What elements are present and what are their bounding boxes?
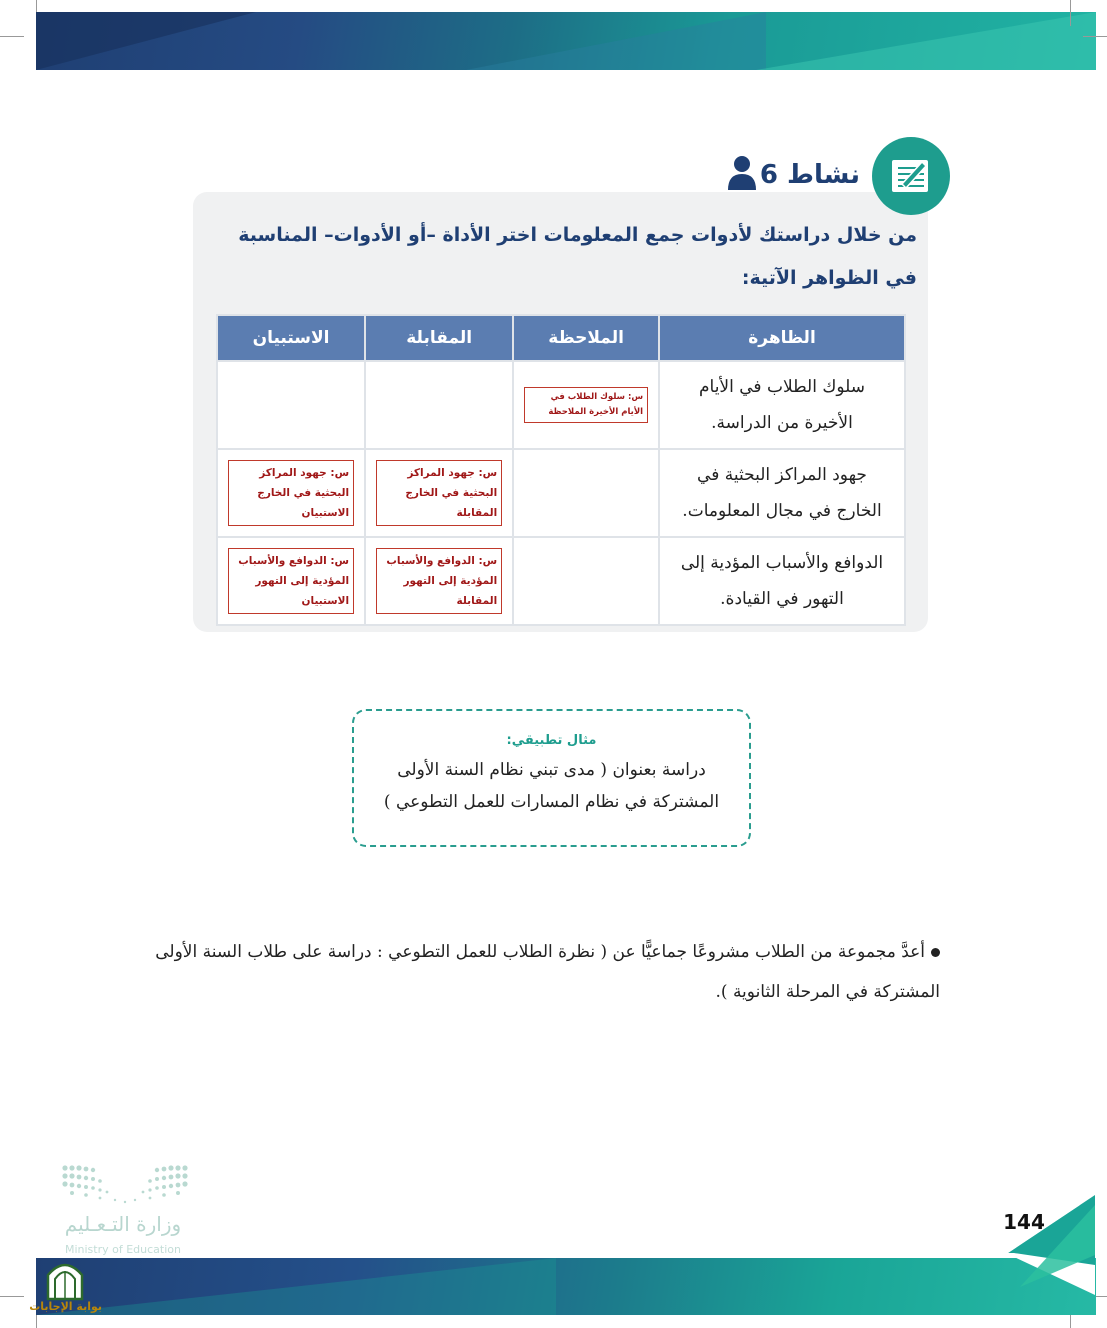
- observation-cell[interactable]: [513, 449, 659, 537]
- phenomenon-cell: سلوك الطلاب في الأيام الأخيرة من الدراسة.: [659, 361, 905, 449]
- answer-box: س: الدوافع والأسباب المؤدية إلى التهور الاستبيان: [228, 548, 354, 614]
- answer-box: س: الدوافع والأسباب المؤدية إلى التهور المقابلة: [376, 548, 502, 614]
- watermark-logo-icon: [44, 1257, 86, 1301]
- ministry-name-arabic: وزارة التـعـليم: [64, 1212, 182, 1236]
- ministry-logo-icon: [60, 1162, 190, 1208]
- questionnaire-cell[interactable]: [217, 361, 365, 449]
- header-interview: المقابلة: [365, 315, 513, 361]
- table-row: [217, 537, 905, 625]
- observation-cell[interactable]: [513, 537, 659, 625]
- bullet-icon: [931, 948, 940, 957]
- activity-question: من خلال دراستك لأدوات جمع المعلومات اختر الأداة –أو الأدوات– المناسبة في الظواهر الآتية:: [238, 224, 917, 289]
- bottom-banner: [36, 1258, 1096, 1315]
- person-icon: [727, 155, 757, 191]
- interview-cell[interactable]: [365, 449, 513, 537]
- observation-cell[interactable]: [513, 361, 659, 449]
- crop-mark: [1083, 36, 1107, 37]
- activity-badge: [872, 137, 950, 215]
- watermark-text: بوابة الإجابات: [29, 1300, 102, 1313]
- tools-table: [216, 314, 906, 626]
- example-box: [352, 709, 751, 847]
- table-row: [217, 361, 905, 449]
- task-paragraph: [150, 932, 940, 1012]
- answer-box: س: جهود المراكز البحثية في الخارج الاستبيان: [228, 460, 354, 526]
- header-observation: الملاحظة: [513, 315, 659, 361]
- answer-box: س: سلوك الطلاب في الأيام الأخيرة الملاحظة: [524, 387, 648, 423]
- crop-mark: [0, 36, 24, 37]
- activity-title: نشاط 6: [759, 160, 860, 190]
- example-line-1: دراسة بعنوان ( مدى تبني نظام السنة الأولى: [397, 760, 706, 780]
- crop-mark: [36, 0, 37, 12]
- crop-mark: [0, 1296, 24, 1297]
- interview-cell[interactable]: [365, 537, 513, 625]
- interview-cell[interactable]: [365, 361, 513, 449]
- notebook-pen-icon: [888, 156, 934, 196]
- header-questionnaire: الاستبيان: [217, 315, 365, 361]
- phenomenon-cell: جهود المراكز البحثية في الخارج في مجال المعلومات.: [659, 449, 905, 537]
- header-phenomenon: الظاهرة: [659, 315, 905, 361]
- table-header-row: [217, 315, 905, 361]
- example-line-2: المشتركة في نظام المسارات للعمل التطوعي ): [383, 792, 720, 812]
- answer-box: س: جهود المراكز البحثية في الخارج المقابلة: [376, 460, 502, 526]
- questionnaire-cell[interactable]: [217, 537, 365, 625]
- top-banner: [36, 12, 1096, 70]
- phenomenon-cell: الدوافع والأسباب المؤدية إلى التهور في القيادة.: [659, 537, 905, 625]
- table-row: [217, 449, 905, 537]
- ministry-name-english: Ministry of Education: [64, 1243, 181, 1256]
- example-title: مثال تطبيقي:: [506, 733, 597, 748]
- questionnaire-cell[interactable]: [217, 449, 365, 537]
- crop-mark: [1070, 0, 1071, 26]
- page-number: 144: [1003, 1210, 1045, 1234]
- task-text: أعدَّ مجموعة من الطلاب مشروعًا جماعيًّا عن ( نظرة الطلاب للعمل التطوعي : دراسة على طلاب السنة الأولى المشتركة في المرحلة الثانوية ).: [155, 942, 940, 1002]
